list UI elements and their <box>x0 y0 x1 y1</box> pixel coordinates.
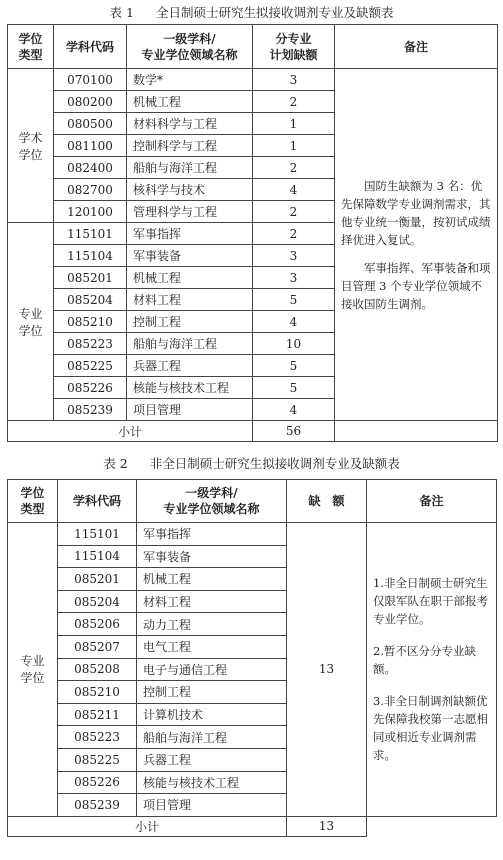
subject-name: 控制工程 <box>127 311 253 333</box>
note-paragraph: 2.暂不区分分专业缺额。 <box>373 644 476 677</box>
subject-name: 机械工程 <box>127 91 253 113</box>
subject-name: 电气工程 <box>137 635 287 658</box>
degree-type-line: 学位 <box>18 147 43 162</box>
vacancy-count: 3 <box>253 69 335 91</box>
subject-code: 085225 <box>58 748 137 771</box>
table1-caption-number: 表 1 <box>109 5 134 20</box>
vacancy-count: 5 <box>253 289 335 311</box>
table1-body <box>8 69 498 421</box>
subject-code: 120100 <box>54 201 127 223</box>
subject-name: 管理科学与工程 <box>127 201 253 223</box>
subject-name: 军事指挥 <box>137 523 287 546</box>
subject-name: 机械工程 <box>127 267 253 289</box>
subtotal-note-empty <box>335 421 498 442</box>
subject-name: 核能与核技术工程 <box>137 771 287 794</box>
header-subject-name: 一级学科/ 专业学位领域名称 <box>127 25 253 69</box>
vacancy-count: 5 <box>253 355 335 377</box>
subject-code: 085210 <box>58 681 137 704</box>
table2-caption <box>0 453 503 475</box>
table1-header-row <box>8 25 498 69</box>
table1-caption-title: 全日制硕士研究生拟接收调剂专业及缺额表 <box>155 5 394 20</box>
subject-code: 085211 <box>58 703 137 726</box>
note-paragraph: 1.非全日制硕士研究生仅限军队在职干部报考专业学位。 <box>373 576 488 627</box>
subject-name: 电子与通信工程 <box>137 658 287 681</box>
subject-name: 军事装备 <box>127 245 253 267</box>
subject-name: 核能与核技术工程 <box>127 377 253 399</box>
degree-type-cell <box>8 69 54 223</box>
vacancy-count: 2 <box>253 201 335 223</box>
vacancy-count: 3 <box>253 267 335 289</box>
subject-name: 材料工程 <box>137 590 287 613</box>
table1-subtotal-row <box>8 421 498 442</box>
subject-name: 船舶与海洋工程 <box>127 333 253 355</box>
subject-code: 115101 <box>54 223 127 245</box>
subject-code: 115104 <box>58 545 137 568</box>
table1 <box>7 24 498 442</box>
subject-code: 115101 <box>58 523 137 546</box>
note-cell <box>335 69 498 421</box>
vacancy-count: 4 <box>253 399 335 421</box>
degree-type-cell <box>8 223 54 421</box>
subject-code: 085239 <box>54 399 127 421</box>
vacancy-count: 1 <box>253 135 335 157</box>
subtotal-label: 小计 <box>8 421 253 442</box>
subject-name: 控制科学与工程 <box>127 135 253 157</box>
note-paragraph: 军事指挥、军事装备和项目管理 3 个专业学位领域不接收国防生调剂。 <box>341 260 491 311</box>
header-note: 备注 <box>335 25 498 69</box>
table2-caption-title: 非全日制硕士研究生拟接收调剂专业及缺额表 <box>149 456 400 471</box>
subtotal-value: 13 <box>287 816 367 836</box>
subject-code: 085204 <box>54 289 127 311</box>
subtotal-value: 56 <box>253 421 335 442</box>
subject-name: 军事装备 <box>137 545 287 568</box>
degree-type-line: 专业 <box>20 654 45 669</box>
subject-code: 085206 <box>58 613 137 636</box>
vacancy-count: 4 <box>253 311 335 333</box>
subject-code: 082400 <box>54 157 127 179</box>
header-degree-type: 学位 类型 <box>8 480 58 523</box>
degree-type-line: 学位 <box>18 323 43 338</box>
subject-code: 085239 <box>58 794 137 817</box>
table2-caption-number: 表 2 <box>103 456 128 471</box>
table2-subtotal-row <box>8 816 497 836</box>
vacancy-count-merged: 13 <box>287 523 367 817</box>
subtotal-label: 小计 <box>8 816 287 836</box>
vacancy-count: 2 <box>253 91 335 113</box>
subject-name: 兵器工程 <box>137 748 287 771</box>
subject-name: 船舶与海洋工程 <box>127 157 253 179</box>
subject-code: 085210 <box>54 311 127 333</box>
subject-code: 085201 <box>54 267 127 289</box>
vacancy-count: 2 <box>253 223 335 245</box>
subject-code: 085223 <box>54 333 127 355</box>
subject-name: 项目管理 <box>137 794 287 817</box>
note-paragraph: 3.非全日制调剂缺额优先保障我校第一志愿相同或相近专业调剂需求。 <box>373 694 488 763</box>
vacancy-count: 1 <box>253 113 335 135</box>
table-row <box>8 69 498 91</box>
subject-code: 082700 <box>54 179 127 201</box>
subject-name: 核科学与技术 <box>127 179 253 201</box>
vacancy-count: 10 <box>253 333 335 355</box>
header-vacancy-count: 分专业 计划缺额 <box>253 25 335 69</box>
subject-code: 115104 <box>54 245 127 267</box>
vacancy-count: 4 <box>253 179 335 201</box>
subject-code: 070100 <box>54 69 127 91</box>
subject-name: 材料科学与工程 <box>127 113 253 135</box>
table-row <box>8 523 497 546</box>
table2 <box>7 479 497 837</box>
header-vacancy-count: 缺 额 <box>287 480 367 523</box>
subject-name: 军事指挥 <box>127 223 253 245</box>
degree-type-line: 专业 <box>18 306 43 321</box>
vacancy-count: 2 <box>253 157 335 179</box>
header-subject-name: 一级学科/ 专业学位领域名称 <box>137 480 287 523</box>
note-paragraph: 国防生缺额为 3 名：优先保障数学专业调剂需求，其他专业统一衡量，按初试成绩择优进入复试。 <box>341 178 491 247</box>
subject-code: 085207 <box>58 635 137 658</box>
subject-code: 085225 <box>54 355 127 377</box>
note-cell <box>367 523 497 817</box>
table2-header-row <box>8 480 497 523</box>
subject-name: 动力工程 <box>137 613 287 636</box>
subject-name: 计算机技术 <box>137 703 287 726</box>
degree-type-line: 学术 <box>18 130 43 145</box>
subject-code: 080200 <box>54 91 127 113</box>
subject-code: 085208 <box>58 658 137 681</box>
subject-code: 080500 <box>54 113 127 135</box>
header-subject-code: 学科代码 <box>58 480 137 523</box>
vacancy-count: 5 <box>253 377 335 399</box>
header-subject-code: 学科代码 <box>54 25 127 69</box>
subject-name: 控制工程 <box>137 681 287 704</box>
subject-code: 085201 <box>58 568 137 591</box>
subject-code: 085226 <box>58 771 137 794</box>
subject-code: 085223 <box>58 726 137 749</box>
subject-name: 项目管理 <box>127 399 253 421</box>
subject-code: 085226 <box>54 377 127 399</box>
subject-code: 085204 <box>58 590 137 613</box>
subject-name: 船舶与海洋工程 <box>137 726 287 749</box>
table2-body <box>8 523 497 817</box>
table1-caption <box>0 2 503 24</box>
subject-name: 兵器工程 <box>127 355 253 377</box>
degree-type-line: 学位 <box>20 671 45 686</box>
subject-name: 机械工程 <box>137 568 287 591</box>
header-note: 备注 <box>367 480 497 523</box>
vacancy-count: 3 <box>253 245 335 267</box>
subject-name: 材料工程 <box>127 289 253 311</box>
subject-name: 数学* <box>127 69 253 91</box>
degree-type-cell <box>8 523 58 817</box>
subject-code: 081100 <box>54 135 127 157</box>
header-degree-type: 学位 类型 <box>8 25 54 69</box>
